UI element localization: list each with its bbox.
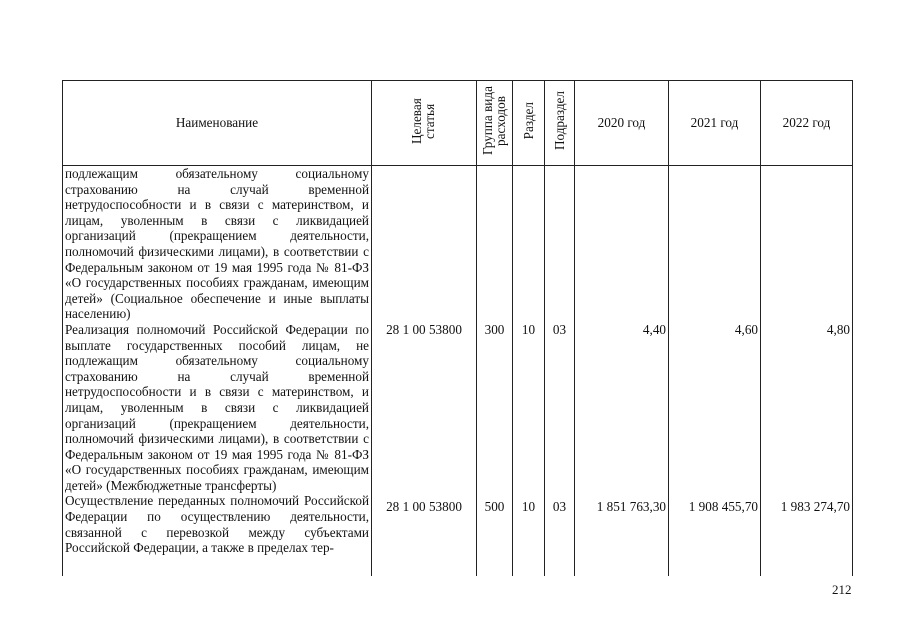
amount-2021-cell <box>669 166 761 576</box>
header-target-article: Целевая статья <box>372 81 477 166</box>
section-cell <box>513 166 545 576</box>
row-1-target-article: 28 1 00 53800 <box>386 322 462 337</box>
row-2-subsection: 03 <box>552 499 567 514</box>
header-2020: 2020 год <box>575 81 669 166</box>
target-article-cell <box>372 166 477 576</box>
row-2-amount-2022: 1 983 274,70 <box>780 499 850 514</box>
row-1-section: 10 <box>521 322 536 337</box>
header-expense-group: Группа вида расходов <box>477 81 513 166</box>
row-2-name: Реализация полномочий Российской Федерации по выплате государственных пособий лицам, не подлежащим обязательному социальному страхованию на случай временной нетрудоспособности и в связи с материнством, и лицам, уволенным в связи с ликвидацией организаций (прекращением деятельности, полномочий физическими лицами), в соответствии с Федеральным законом от 19 мая 1995 года № 81-ФЗ «О государственных пособиях гражданам, имеющим детей» (Межбюджетные трансферты) <box>65 321 369 493</box>
row-1-amount-2021: 4,60 <box>734 322 758 337</box>
header-section: Раздел <box>513 81 545 166</box>
row-1-expense-group: 300 <box>484 322 505 337</box>
header-2021: 2021 год <box>669 81 761 166</box>
header-name: Наименование <box>63 81 372 166</box>
row-2-target-article: 28 1 00 53800 <box>386 499 462 514</box>
name-cell <box>63 166 372 576</box>
amount-2022-cell <box>761 166 853 576</box>
subsection-cell <box>545 166 575 576</box>
row-1-subsection: 03 <box>552 322 567 337</box>
row-2-section: 10 <box>521 499 536 514</box>
row-2-amount-2021: 1 908 455,70 <box>688 499 758 514</box>
table-row <box>63 166 853 576</box>
row-2-amount-2020: 1 851 763,30 <box>596 499 666 514</box>
header-row <box>63 81 853 166</box>
header-subsection: Подраздел <box>545 81 575 166</box>
header-2022: 2022 год <box>761 81 853 166</box>
amount-2020-cell <box>575 166 669 576</box>
budget-table <box>62 80 853 576</box>
row-1-amount-2020: 4,40 <box>642 322 666 337</box>
row-3-name: Осуществление переданных полномочий Российской Федерации по осуществлению деятельности, связанной с перевозкой между субъектами Российской Федерации, а также в пределах тер- <box>65 493 369 556</box>
expense-group-cell <box>477 166 513 576</box>
row-1-amount-2022: 4,80 <box>826 322 850 337</box>
row-2-expense-group: 500 <box>484 499 505 514</box>
page-number: 212 <box>832 582 852 597</box>
row-1-name: подлежащим обязательному социальному страхованию на случай временной нетрудоспособности и в связи с материнством, и лицам, уволенным в связи с ликвидацией организаций (прекращением деятельности, полномочий физическими лицами), в соответствии с Федеральным законом от 19 мая 1995 года № 81-ФЗ «О государственных пособиях гражданам, имеющим детей» (Социальное обеспечение и иные выплаты населению) <box>65 166 369 322</box>
